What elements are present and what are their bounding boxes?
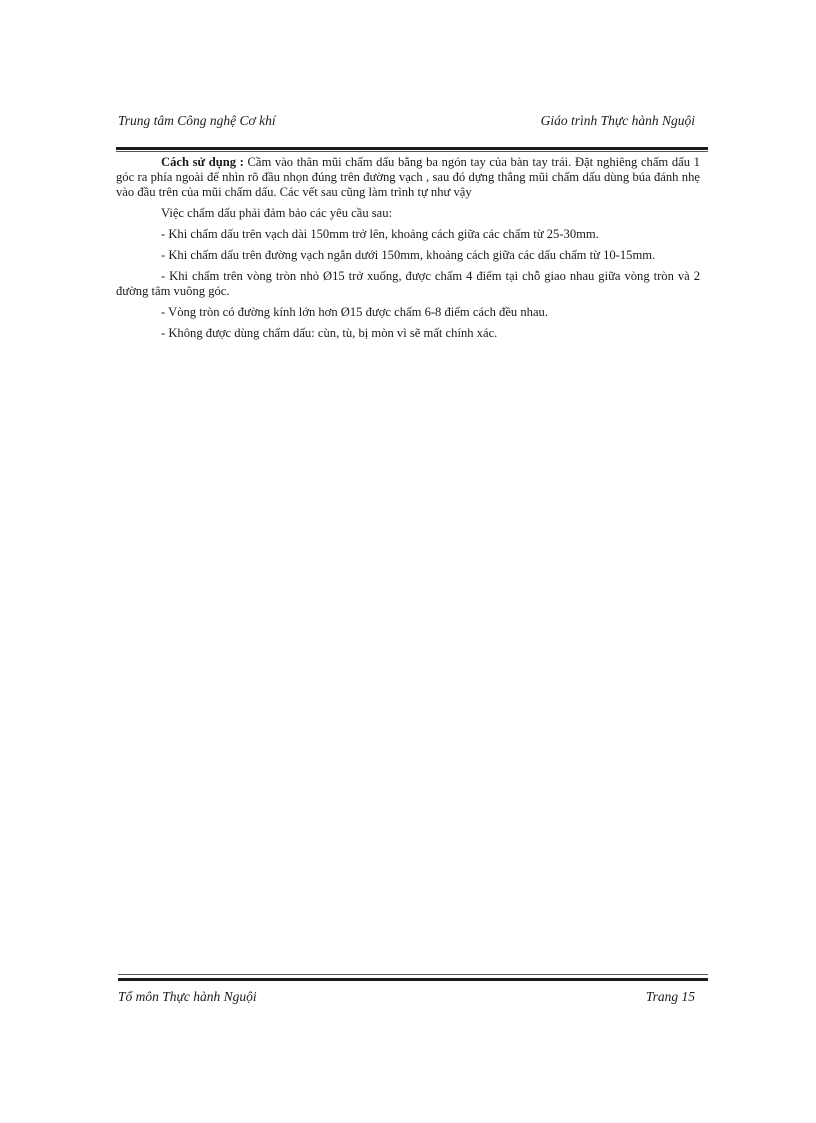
requirement-item: - Khi chấm dấu trên đường vạch ngắn dưới 150mm, khoảng cách giữa các dấu chấm từ 10-15mm.: [161, 248, 656, 262]
requirement-item: - Khi chấm dấu trên vạch dài 150mm trở lên, khoảng cách giữa các chấm từ 25-30mm.: [161, 227, 599, 241]
requirement-item: - Khi chấm trên vòng tròn nhỏ Ø15 trở xuống, được chấm 4 điểm tại chỗ giao nhau giữa vòng tròn và 2 đường tâm vuông góc.: [116, 269, 700, 298]
page-body: [116, 155, 700, 347]
requirement-item: - Không được dùng chấm dấu: cùn, tù, bị mòn vì sẽ mất chính xác.: [161, 326, 498, 340]
usage-text: Cầm vào thân mũi chấm dấu bằng ba ngón tay của bàn tay trái. Đặt nghiêng chấm dấu 1 góc ra phía ngoài để nhìn rõ đầu nhọn đúng trên đường vạch , sau đó dựng thẳng mũi chấm dấu dùng búa đánh nhẹ vào đầu trên của mũi chấm dấu. Các vết sau cũng làm trình tự như vậy: [116, 155, 700, 199]
requirement-item: - Vòng tròn có đường kính lớn hơn Ø15 được chấm 6-8 điểm cách đều nhau.: [161, 305, 549, 319]
header-course-title: Giáo trình Thực hành Nguội: [540, 113, 695, 128]
footer-divider: [118, 978, 708, 981]
usage-paragraph: [116, 155, 700, 200]
header-center-name: Trung tâm Công nghệ Cơ khí: [118, 113, 276, 128]
page-number: Trang 15: [645, 989, 695, 1004]
requirements-intro: Việc chấm dấu phải đảm bảo các yêu cầu sau:: [161, 206, 393, 220]
usage-lead: Cách sử dụng :: [161, 155, 244, 169]
footer-department: Tổ môn Thực hành Nguội: [118, 989, 257, 1004]
header-divider: [116, 147, 708, 150]
